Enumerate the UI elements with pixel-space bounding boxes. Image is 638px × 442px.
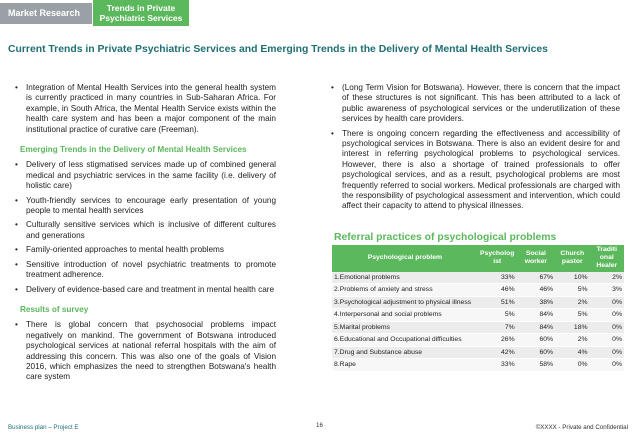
table-cell: 10%: [555, 272, 589, 284]
table-cell: 51%: [478, 296, 517, 309]
table-cell: 7.Drug and Substance abuse: [332, 346, 478, 359]
table-cell: 2%: [555, 334, 589, 347]
table-cell: 60%: [517, 334, 555, 347]
intro-list: [12, 83, 276, 135]
list-item: • Sensitive introduction of novel psychiatric treatments to promote treatment adherence.: [12, 260, 276, 281]
table-cell: 58%: [517, 359, 555, 372]
table-cell: 0%: [590, 334, 624, 347]
table-cell: 6.Educational and Occupational difficulties: [332, 334, 478, 347]
list-item: • Youth-friendly services to encourage early presentation of young people to mental health services: [12, 196, 276, 217]
footer-confidential: ©XXXX - Private and Confidential: [535, 424, 628, 431]
column-header: Psychological problem: [332, 245, 478, 272]
table-cell: 0%: [590, 321, 624, 334]
tab-trends-label-line1: Trends in Private: [106, 3, 176, 13]
table-cell: 4.Interpersonal and social problems: [332, 309, 478, 322]
table-cell: 8.Rape: [332, 359, 478, 372]
table-cell: 0%: [590, 359, 624, 372]
list-item: • Family-oriented approaches to mental health problems: [12, 245, 276, 255]
footer-project-label: Business plan – Project E: [8, 424, 79, 431]
list-item: • Culturally sensitive services which is inclusive of different cultures and generations: [12, 220, 276, 241]
table-header-row: [332, 245, 624, 272]
table-cell: 5.Marital problems: [332, 321, 478, 334]
table-cell: 46%: [517, 284, 555, 297]
table-cell: 0%: [590, 346, 624, 359]
table-cell: 0%: [590, 296, 624, 309]
table-cell: 2%: [590, 272, 624, 284]
table-row: [332, 309, 624, 322]
table-title: Referral practices of psychological problems: [334, 232, 557, 243]
right-column: [328, 83, 620, 216]
table-cell: 5%: [555, 309, 589, 322]
column-header: Traditi onal Healer: [590, 245, 624, 272]
page-number: 16: [316, 422, 323, 429]
list-item: • There is global concern that psychosocial problems impact negatively on mankind. The government of Botswana introduced psychological services at national referral hospitals with the aim of addressing this concern. This was also one of the goals of Vision 2016, which emphasizes the need to strengthen Botswana's health care system: [12, 320, 276, 382]
table-row: [332, 346, 624, 359]
tab-trends-label-line2: Psychiatric Services: [99, 13, 183, 23]
table-cell: 0%: [590, 309, 624, 322]
column-header: Church pastor: [555, 245, 589, 272]
table-row: [332, 359, 624, 372]
column-header: Social worker: [517, 245, 555, 272]
list-item: • Integration of Mental Health Services into the general health system is currently practiced in many countries in Sub-Saharan Africa. For example, in South Africa, the Mental Health Service exists within the health care system and has been a major component of the main institutional practice of curative care (Freeman).: [12, 83, 276, 135]
table-cell: 3%: [590, 284, 624, 297]
page-title: Current Trends in Private Psychiatric Services and Emerging Trends in the Delivery of Mental Health Services: [8, 44, 548, 55]
table-cell: 33%: [478, 272, 517, 284]
list-item: • Delivery of less stigmatised services made up of combined general medical and psychiatric services in the same facility (i.e. delivery of holistic care): [12, 160, 276, 191]
table-row: [332, 284, 624, 297]
table-cell: 33%: [478, 359, 517, 372]
column-header: Psycholog ist: [478, 245, 517, 272]
table-row: [332, 321, 624, 334]
list-item: • There is ongoing concern regarding the effectiveness and accessibility of psychological services in Botswana. There is also an evident desire for and interest in referring psychological problems to psychological services. However, there is also a shortage of trained professionals to offer psychological services, and as a result, psychological problems are most frequently referred to social workers. Medical professionals are charged with the responsibility of psychological assessment and intervention, which could affect their capacity to attend to physical illnesses.: [328, 129, 620, 212]
table-cell: 0%: [555, 359, 589, 372]
table-cell: 38%: [517, 296, 555, 309]
table-row: [332, 334, 624, 347]
table-cell: 67%: [517, 272, 555, 284]
table-cell: 84%: [517, 321, 555, 334]
tab-trends-private-psychiatric[interactable]: [93, 0, 189, 26]
table-cell: 2.Problems of anxiety and stress: [332, 284, 478, 297]
table-cell: 60%: [517, 346, 555, 359]
table-cell: 3.Psychological adjustment to physical illness: [332, 296, 478, 309]
table-row: [332, 272, 624, 284]
table-cell: 2%: [555, 296, 589, 309]
emerging-trends-list: [12, 160, 276, 294]
tab-market-research[interactable]: Market Research: [0, 3, 92, 24]
table-cell: 46%: [478, 284, 517, 297]
table-cell: 5%: [555, 284, 589, 297]
table-cell: 7%: [478, 321, 517, 334]
top-navigation: [0, 0, 638, 27]
list-item: • (Long Term Vision for Botswana). However, there is concern that the impact of these structures is not significant. This has been attributed to a lack of public awareness of psychological services or the underutilization of these services by health care providers.: [328, 83, 620, 125]
survey-results-heading: Results of survey: [20, 304, 89, 314]
left-column: [12, 83, 276, 387]
list-item: • Delivery of evidence-based care and treatment in mental health care: [12, 285, 276, 295]
table-cell: 5%: [478, 309, 517, 322]
survey-results-list: [12, 320, 276, 382]
table-cell: 84%: [517, 309, 555, 322]
table-cell: 18%: [555, 321, 589, 334]
table-cell: 26%: [478, 334, 517, 347]
right-list: [328, 83, 620, 212]
table-cell: 4%: [555, 346, 589, 359]
referral-practices-table: [332, 245, 624, 372]
table-cell: 1.Emotional problems: [332, 272, 478, 284]
table-row: [332, 296, 624, 309]
table-cell: 42%: [478, 346, 517, 359]
emerging-trends-heading: Emerging Trends in the Delivery of Mental Health Services: [20, 145, 247, 155]
